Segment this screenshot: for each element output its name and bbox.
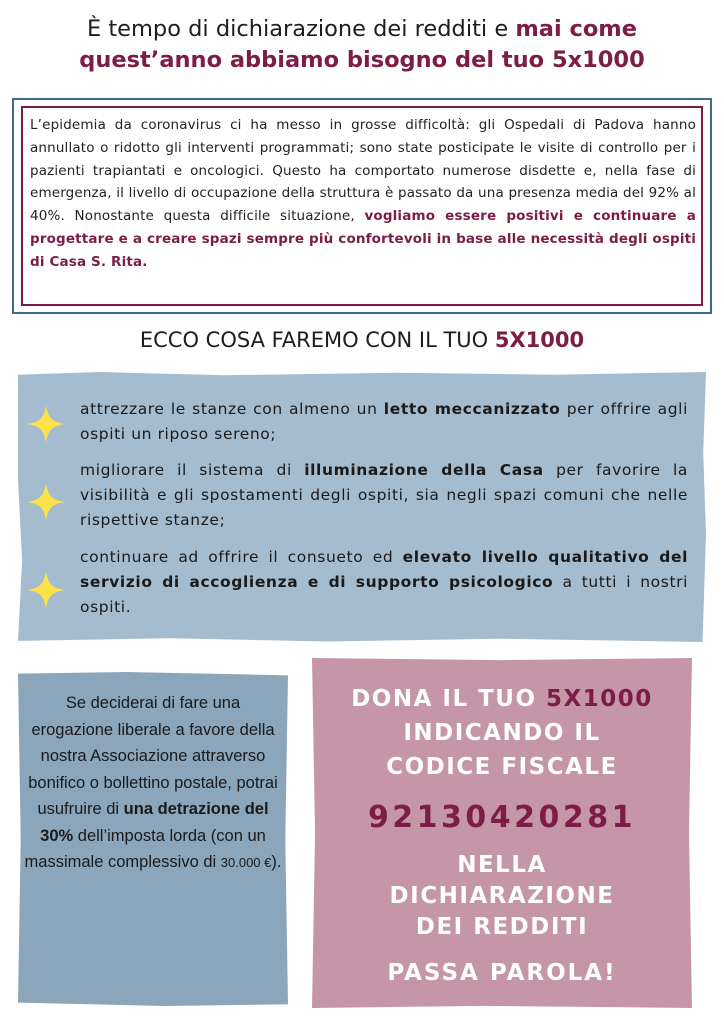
- title-part1: È tempo di dichiarazione dei redditi e: [86, 16, 516, 42]
- title-line2: quest’anno abbiamo bisogno del tuo 5x1000: [79, 47, 645, 73]
- fiscal-code: 92130420281: [367, 800, 637, 835]
- cta-nella: [312, 850, 692, 943]
- donation-info-amount: 30.000 €: [220, 855, 272, 870]
- donation-info-part: Se deciderai di fare una erogazione liberale a favore della nostra Associazione attraverso bonifico o bollettino postale, potrai usufruire di: [28, 694, 278, 818]
- donation-info-part: dell’imposta lorda (con un massimale complessivo di: [24, 826, 266, 871]
- donation-info-bold: una detrazione del 30%: [40, 800, 269, 845]
- cta-nella-line: DICHIARAZIONE: [389, 883, 615, 909]
- donation-info-text: [24, 690, 282, 877]
- plan-heading-text: ECCO COSA FAREMO CON IL TUO: [139, 328, 495, 352]
- cta-dona: [312, 682, 692, 784]
- plan-item-bold: elevato livello qualitativo del servizio di accoglienza e di supporto psicologico: [80, 548, 689, 591]
- plan-heading: [0, 328, 724, 352]
- plan-item-text: continuare ad offrire il consueto ed: [80, 548, 403, 566]
- intro-text: L’epidemia da coronavirus ci ha messo in grosse difficoltà: gli Ospedali di Padova hanno annullato o ridotto gli interventi programmati; sono state posticipate le visite di controllo per i pazienti trapiantati e oncologici. Questo ha comportato numerose disdette e, nella fase di emergenza, il livello di occupazione della struttura è passato da una presenza media del 92% al 40%. Nonostante questa difficile situazione,: [30, 117, 696, 225]
- page-title: [20, 14, 704, 76]
- plan-item: [80, 458, 688, 533]
- plan-item: [80, 397, 688, 447]
- cta-passa-parola: PASSA PAROLA!: [387, 960, 617, 986]
- intro-paragraph: [30, 114, 696, 274]
- plan-item-text: attrezzare le stanze con almeno un: [80, 400, 384, 418]
- star-icon: [26, 570, 66, 610]
- cta-line3: CODICE FISCALE: [386, 754, 618, 780]
- cta-line1-highlight: 5X1000: [546, 686, 653, 712]
- plan-item-text: per favorire la visibilità e gli spostamenti degli ospiti, sia negli spazi comuni che nelle rispettive stanze;: [80, 461, 688, 529]
- star-icon: [26, 404, 66, 444]
- title-highlight: mai come: [515, 16, 637, 42]
- plan-item-text: per offrire agli ospiti un riposo sereno;: [80, 400, 688, 443]
- intro-highlight: vogliamo essere positivi e continuare a progettare e a creare spazi sempre più confortevoli in base alle necessità degli ospiti di Casa S. Rita.: [30, 208, 696, 270]
- cta-nella-line: NELLA: [457, 852, 547, 878]
- plan-item-text: a tutti i nostri ospiti.: [80, 573, 688, 616]
- plan-item-text: migliorare il sistema di: [80, 461, 305, 479]
- plan-heading-highlight: 5X1000: [494, 328, 585, 352]
- plan-item-bold: letto meccanizzato: [383, 400, 561, 418]
- plan-item: [80, 545, 688, 620]
- cta-line1: DONA IL TUO: [351, 686, 547, 712]
- star-icon: [26, 482, 66, 522]
- donation-info-part: ).: [271, 853, 282, 871]
- plan-item-bold: illuminazione della Casa: [304, 461, 544, 479]
- cta-line2: INDICANDO IL: [403, 720, 601, 746]
- cta-nella-line: DEI REDDITI: [415, 914, 589, 940]
